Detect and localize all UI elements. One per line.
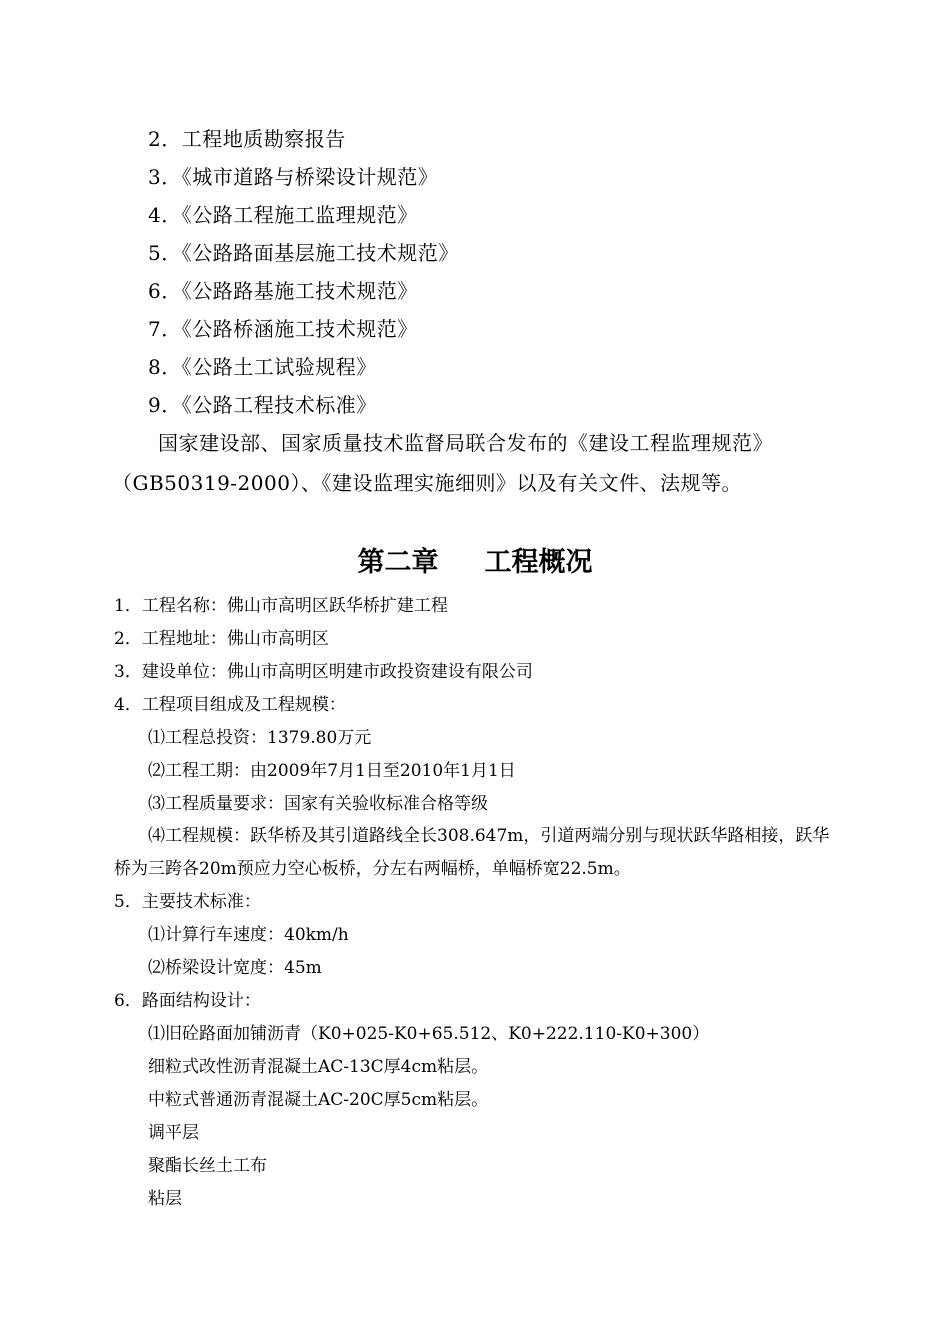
overlay-section: ⑴旧砼路面加铺沥青（K0+025-K0+65.512、K0+222.110-K0+300）	[148, 1024, 710, 1044]
pavement-layer: 细粒式改性沥青混凝土AC-13C厚4cm粘层。	[148, 1057, 489, 1077]
pavement-layer: 中粒式普通沥青混凝土AC-20C厚5cm粘层。	[148, 1090, 489, 1110]
project-address: 2．工程地址：佛山市高明区	[114, 629, 329, 649]
reference-item: 5．《公路路面基层施工技术规范》	[148, 241, 459, 265]
reference-item: 8．《公路土工试验规程》	[148, 355, 377, 379]
bridge-width: ⑵桥梁设计宽度：45m	[148, 958, 322, 978]
reference-item: 4．《公路工程施工监理规范》	[148, 203, 418, 227]
reference-item: 3．《城市道路与桥梁设计规范》	[148, 165, 439, 189]
project-name: 1．工程名称：佛山市高明区跃华桥扩建工程	[114, 596, 448, 616]
project-duration: ⑵工程工期：由2009年7月1日至2010年1月1日	[148, 761, 516, 781]
reference-item: 6．《公路路基施工技术规范》	[148, 279, 418, 303]
project-composition: 4．工程项目组成及工程规模：	[114, 695, 346, 715]
pavement-layer: 调平层	[148, 1123, 199, 1143]
chapter-title: 工程概况	[484, 547, 593, 578]
pavement-layer: 聚酯长丝土工布	[148, 1156, 267, 1176]
pavement-design: 6．路面结构设计：	[114, 991, 261, 1011]
technical-standards: 5．主要技术标准：	[114, 892, 261, 912]
chapter-heading	[0, 546, 950, 580]
project-quality: ⑶工程质量要求：国家有关验收标准合格等级	[148, 794, 488, 814]
project-scale: ⑷工程规模：跃华桥及其引道路线全长308.647m，引道两端分别与现状跃华路相接，跃华桥为三跨各20m预应力空心板桥，分左右两幅桥，单幅桥宽22.5m。	[114, 826, 830, 879]
project-owner: 3．建设单位：佛山市高明区明建市政投资建设有限公司	[114, 662, 533, 682]
reference-paragraph: 国家建设部、国家质量技术监督局联合发布的《建设工程监理规范》（GB50319-2000）、《建设监理实施细则》以及有关文件、法规等。	[112, 431, 773, 495]
reference-item: 2．工程地质勘察报告	[148, 127, 346, 151]
reference-item: 9．《公路工程技术标准》	[148, 393, 377, 417]
pavement-layer: 粘层	[148, 1189, 182, 1209]
chapter-number: 第二章	[357, 547, 439, 578]
reference-item: 7．《公路桥涵施工技术规范》	[148, 317, 418, 341]
design-speed: ⑴计算行车速度：40km/h	[148, 925, 349, 945]
project-investment: ⑴工程总投资：1379.80万元	[148, 728, 372, 748]
